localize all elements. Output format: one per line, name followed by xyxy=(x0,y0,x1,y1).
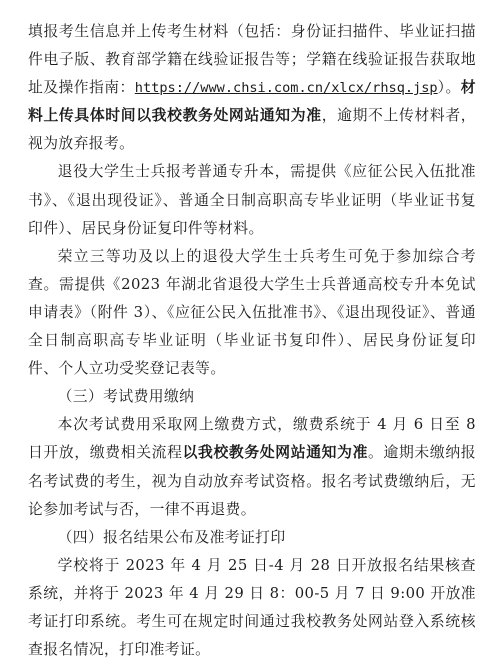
paragraph-results-admission: 学校将于 2023 年 4 月 25 日-4 月 28 日开放报名结果核查系统，并将于 2023 年 4 月 29 日 8：00-5 月 7 日 9:00 开放准考证打印系统。考生可在规定时间通过我校教务处网站登入系统核查报名情况，打印准考证。 xyxy=(28,556,476,659)
paragraph-exam-fee xyxy=(28,411,476,523)
materials-text-b: ）。 xyxy=(437,79,461,97)
chsi-link[interactable]: https://www.chsi.com.cn/xlcx/rhsq.jsp xyxy=(134,80,438,97)
paragraph-materials-upload xyxy=(28,18,476,158)
materials-bold-notice: 材料上传具体时间以我校教务处网站通知为准 xyxy=(28,79,476,125)
paragraph-veteran-exemption: 荣立三等功及以上的退役大学生士兵考生可免于参加综合考查。需提供《2023 年湖北省退役大学生士兵普通高校专升本免试申请表》（附件 3）、《应征公民入伍批准书》、《退出现役证》、普通全日制高职高专毕业证明（毕业证书复印件）、居民身份证复印件、个人立功受奖登记表等。 xyxy=(28,247,476,378)
fee-text-b: 。逾期未缴纳报名考试费的考生，视为自动放弃考试资格。报名考试费缴纳后，无论参加考试与否，一律不再退费。 xyxy=(28,444,476,518)
section-heading-exam-fee: （三）考试费用缴纳 xyxy=(57,388,195,406)
paragraph-veteran-materials: 退役大学生士兵报考普通专升本，需提供《应征公民入伍批准书》、《退出现役证》、普通全日制高职高专毕业证明（毕业证书复印件）、居民身份证复印件等材料。 xyxy=(28,163,476,237)
section-heading-results: （四）报名结果公布及准考证打印 xyxy=(57,528,286,546)
materials-text-a: 填报考生信息并上传考生材料（包括：身份证扫描件、毕业证扫描件电子版、教育部学籍在线验证报告等；学籍在线验证报告获取地址及操作指南： xyxy=(28,23,476,97)
materials-text-c: ，逾期不上传材料者，视为放弃报考。 xyxy=(28,107,476,153)
fee-text-a: 本次考试费用采取网上缴费方式，缴费系统于 4 月 6 日至 8 日开放，缴费相关流程 xyxy=(28,416,476,462)
document-page xyxy=(28,18,476,664)
fee-bold-notice: 以我校教务处网站通知为准 xyxy=(182,444,369,462)
